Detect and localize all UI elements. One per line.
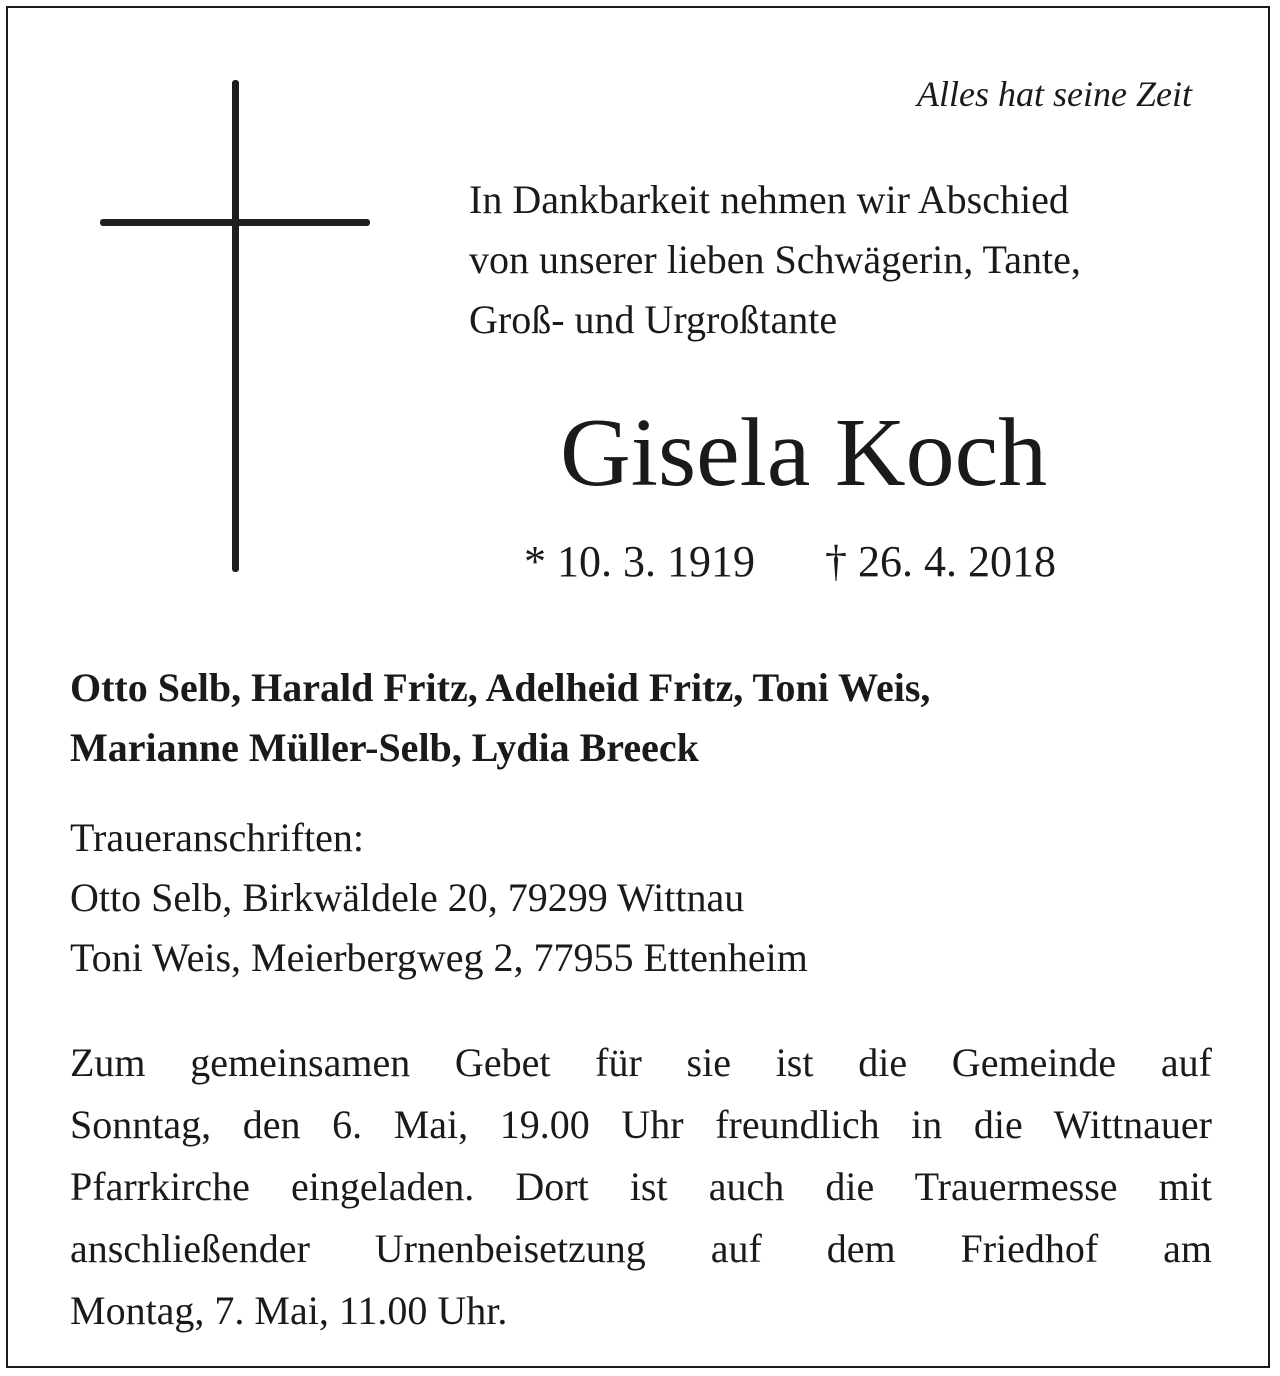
service-line: Pfarrkirche eingeladen. Dort ist auch die Trauermesse mit <box>70 1164 1212 1209</box>
service-line: anschließender Urnenbeisetzung auf dem Friedhof am <box>70 1226 1212 1271</box>
mourners-line: Otto Selb, Harald Fritz, Adelheid Fritz, Toni Weis, <box>70 665 931 710</box>
death-date: † 26. 4. 2018 <box>825 537 1056 586</box>
mourners-list <box>70 658 930 778</box>
intro-line: von unserer lieben Schwägerin, Tante, <box>469 237 1081 282</box>
cross-vertical-bar <box>232 80 239 572</box>
address-line: Toni Weis, Meierbergweg 2, 77955 Ettenheim <box>70 935 808 980</box>
service-line: Zum gemeinsamen Gebet für sie ist die Gemeinde auf <box>70 1040 1212 1085</box>
service-announcement <box>70 1032 1212 1342</box>
deceased-name: Gisela Koch <box>560 399 1048 507</box>
life-dates <box>524 536 1056 588</box>
motto-text: Alles hat seine Zeit <box>917 74 1192 114</box>
service-line: Sonntag, den 6. Mai, 19.00 Uhr freundlich in die Wittnauer <box>70 1102 1212 1147</box>
intro-text <box>469 170 1081 350</box>
intro-line: Groß- und Urgroßtante <box>469 297 838 342</box>
address-line: Otto Selb, Birkwäldele 20, 79299 Wittnau <box>70 875 745 920</box>
obituary-notice <box>6 6 1270 1368</box>
birth-date: * 10. 3. 1919 <box>524 537 755 586</box>
intro-line: In Dankbarkeit nehmen wir Abschied <box>469 177 1069 222</box>
service-line: Montag, 7. Mai, 11.00 Uhr. <box>70 1288 508 1333</box>
cross-horizontal-bar <box>100 219 370 226</box>
mourners-line: Marianne Müller-Selb, Lydia Breeck <box>70 725 699 770</box>
mourning-addresses <box>70 808 808 988</box>
addresses-heading: Traueranschriften: <box>70 815 364 860</box>
